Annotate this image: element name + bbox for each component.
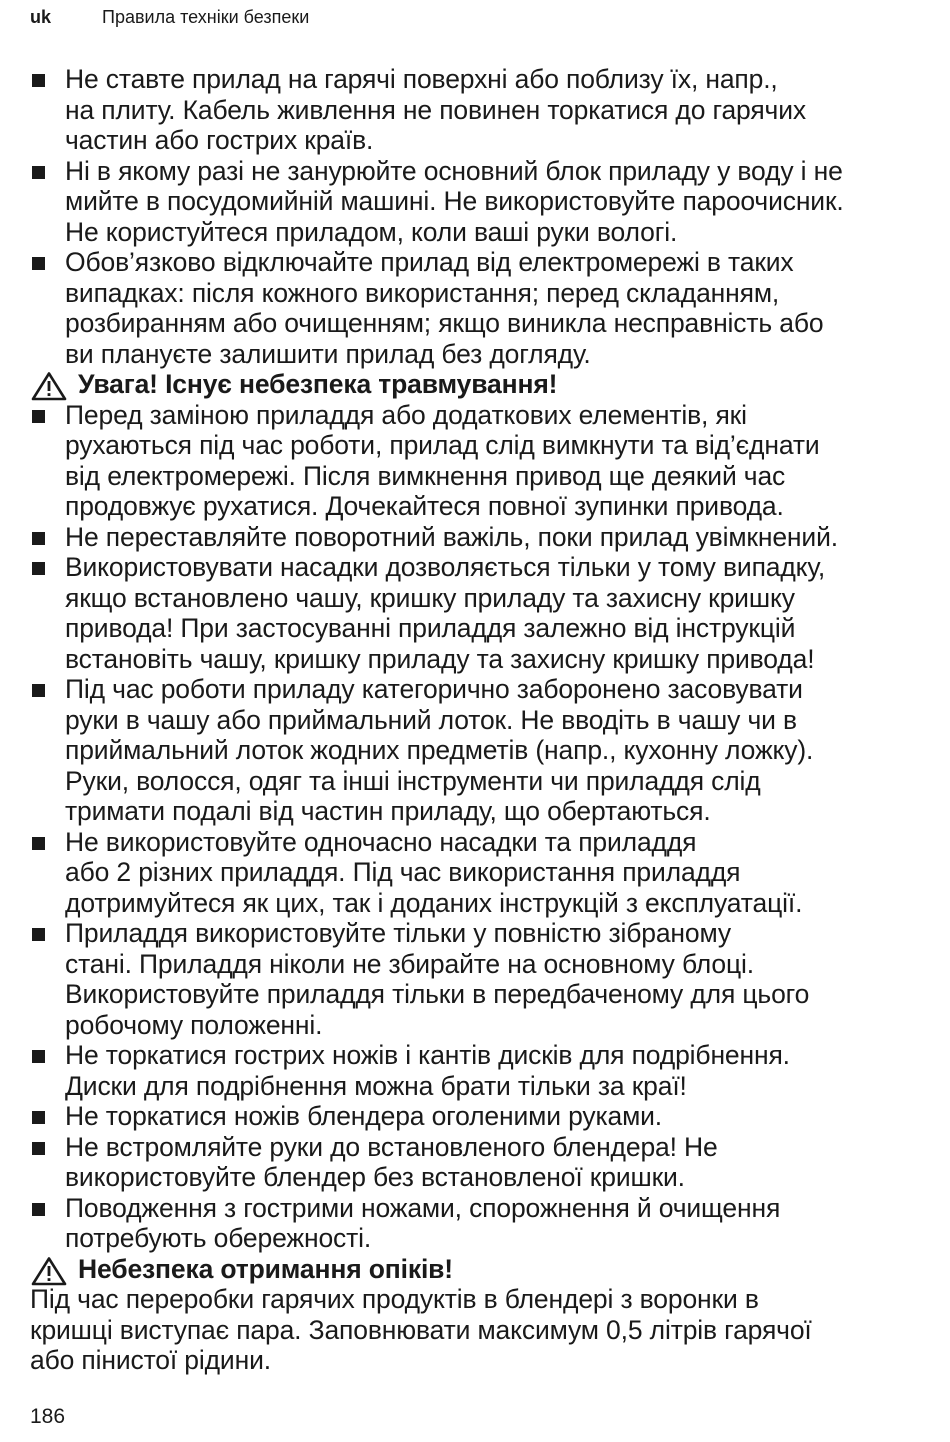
- square-bullet-icon: [32, 1142, 45, 1155]
- list-item-line: Приладдя використовуйте тільки у повністю зібраному: [65, 918, 731, 948]
- warning-text-injury: Увага! Існує небезпека травмування!: [78, 369, 558, 399]
- square-bullet-icon: [32, 532, 45, 545]
- list-item: [30, 1040, 948, 1101]
- square-bullet-icon: [32, 1111, 45, 1124]
- list-item: [30, 674, 948, 827]
- square-bullet-icon: [32, 1050, 45, 1063]
- list-item-line: Поводження з гострими ножами, спорожнення й очищення: [65, 1192, 781, 1223]
- list-item-line: частин або гострих країв.: [65, 125, 374, 155]
- list-item-line: тримати подалі від частин приладу, що обертаються.: [65, 796, 711, 826]
- list-item-line: Не користуйтеся приладом, коли ваші руки вологі.: [65, 216, 678, 247]
- list-item-line: потребують обережності.: [65, 1223, 372, 1253]
- burn-warning-paragraph: [30, 1284, 948, 1376]
- list-item: [30, 64, 948, 156]
- warning-text-burns: Небезпека отримання опіків!: [78, 1253, 453, 1284]
- square-bullet-icon: [32, 562, 45, 575]
- list-item: [30, 1101, 948, 1132]
- list-item-line: Обов’язково відключайте прилад від електромережі в таких: [65, 247, 794, 277]
- list-item-line: Диски для подрібнення можна брати тільки за краї!: [65, 1070, 687, 1101]
- square-bullet-icon: [32, 928, 45, 941]
- list-item-line: стані. Приладдя ніколи не збирайте на основному блоці.: [65, 948, 754, 979]
- list-item: [30, 522, 948, 553]
- list-item-line: розбиранням або очищенням; якщо виникла несправність або: [65, 308, 824, 338]
- warning-heading-burns: [30, 1254, 948, 1285]
- warning-triangle-icon: [31, 1256, 67, 1286]
- paragraph-line: або пінистої рідини.: [30, 1345, 271, 1375]
- list-item-line: рухаються під час роботи, прилад слід вимкнути та від’єднати: [65, 430, 820, 460]
- list-item: [30, 552, 948, 674]
- list-item-line: встановіть чашу, кришку приладу та захисну кришку привода!: [65, 643, 815, 674]
- list-item: [30, 1132, 948, 1193]
- list-item-line: дотримуйтеся як цих, так і доданих інструкцій з експлуатації.: [65, 887, 803, 918]
- page-header: [30, 5, 309, 29]
- list-item-line: Не торкатися гострих ножів і кантів дисків для подрібнення.: [65, 1040, 790, 1070]
- square-bullet-icon: [32, 1203, 45, 1216]
- section-title: Правила техніки безпеки: [102, 7, 310, 27]
- square-bullet-icon: [32, 166, 45, 179]
- list-item-line: Не ставте прилад на гарячі поверхні або поблизу їх, напр.,: [65, 64, 778, 94]
- list-item-line: привода! При застосуванні приладдя залежно від інструкцій: [65, 613, 796, 643]
- list-item-line: приймальний лоток жодних предметів (напр., кухонну ложку).: [65, 735, 814, 765]
- list-item-line: Руки, волосся, одяг та інші інструменти чи приладдя слід: [65, 765, 761, 796]
- list-item-line: на плиту. Кабель живлення не повинен торкатися до гарячих: [65, 94, 806, 125]
- list-item-line: продовжує рухатися. Дочекайтеся повної зупинки привода.: [65, 491, 784, 521]
- warning-triangle-icon: [31, 371, 67, 401]
- list-item-line: робочому положенні.: [65, 1009, 323, 1040]
- list-item: [30, 247, 948, 369]
- list-item: [30, 1193, 948, 1254]
- square-bullet-icon: [32, 257, 45, 270]
- list-item-line: Не торкатися ножів блендера оголеними руками.: [65, 1101, 663, 1131]
- list-item-line: Не встромляйте руки до встановленого блендера! Не: [65, 1131, 718, 1162]
- list-item: [30, 400, 948, 522]
- list-item: [30, 918, 948, 1040]
- list-item: [30, 827, 948, 919]
- warning-heading-injury: [30, 369, 948, 400]
- list-item-line: використовуйте блендер без встановленої кришки.: [65, 1162, 685, 1192]
- list-item-line: Не використовуйте одночасно насадки та приладдя: [65, 826, 697, 857]
- list-item-line: Використовувати насадки дозволяється тільки у тому випадку,: [65, 552, 826, 582]
- page-number: 186: [30, 1405, 66, 1428]
- square-bullet-icon: [32, 410, 45, 423]
- square-bullet-icon: [32, 837, 45, 850]
- list-item-line: Використовуйте приладдя тільки в передбаченому для цього: [65, 979, 810, 1009]
- list-item-line: або 2 різних приладдя. Під час використання приладдя: [65, 857, 741, 887]
- list-item-line: Не переставляйте поворотний важіль, поки прилад увімкнений.: [65, 521, 838, 552]
- language-code: uk: [30, 7, 52, 27]
- list-item-line: мийте в посудомийній машині. Не використовуйте пароочисник.: [65, 186, 844, 216]
- list-item-line: Перед заміною приладдя або додаткових елементів, які: [65, 399, 747, 430]
- list-item: [30, 156, 948, 248]
- list-item-line: якщо встановлено чашу, кришку приладу та захисну кришку: [65, 582, 795, 613]
- safety-list-general: [30, 64, 948, 369]
- list-item-line: Під час роботи приладу категорично заборонено засовувати: [65, 674, 803, 704]
- list-item-line: ви плануєте залишити прилад без догляду.: [65, 338, 591, 369]
- main-content: [30, 64, 948, 1376]
- paragraph-line: Під час переробки гарячих продуктів в блендері з воронки в: [30, 1284, 759, 1314]
- list-item-line: Ні в якому разі не занурюйте основний блок приладу у воду і не: [65, 155, 843, 186]
- square-bullet-icon: [32, 74, 45, 87]
- paragraph-line: кришці виступає пара. Заповнювати максимум 0,5 літрів гарячої: [30, 1314, 812, 1345]
- list-item-line: від електромережі. Після вимкнення привод ще деякий час: [65, 460, 786, 491]
- square-bullet-icon: [32, 684, 45, 697]
- safety-list-injury: [30, 400, 948, 1254]
- list-item-line: руки в чашу або приймальний лоток. Не вводіть в чашу чи в: [65, 704, 797, 735]
- list-item-line: випадках: після кожного використання; перед складанням,: [65, 277, 780, 308]
